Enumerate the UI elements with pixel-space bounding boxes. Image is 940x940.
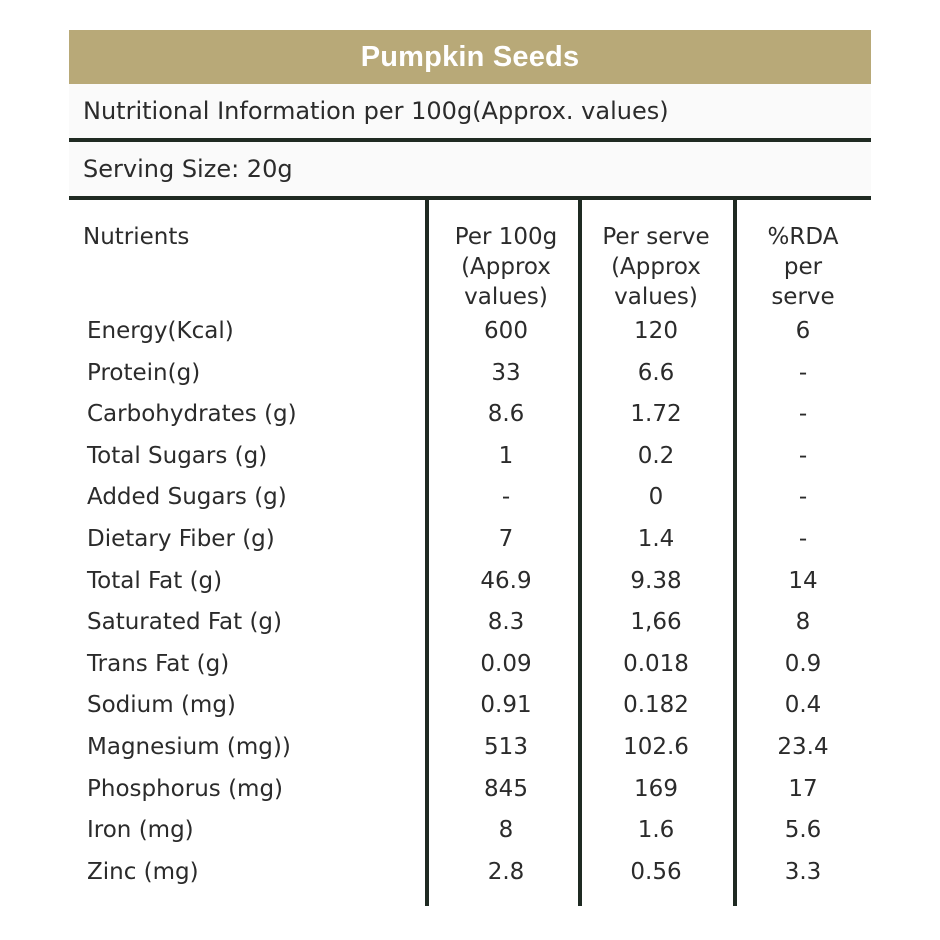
header-per-100g: [431, 222, 581, 312]
per-100g-value: 2.8: [487, 858, 525, 885]
nutrition-panel: [69, 30, 871, 906]
per-serve-value: 1.72: [630, 401, 682, 428]
product-title: Pumpkin Seeds: [360, 40, 580, 73]
per-serve-value: 0.2: [637, 442, 675, 469]
per-100g-value: 845: [484, 775, 528, 802]
table-row: [69, 726, 871, 768]
nutrient-name: Sodium (mg): [87, 692, 236, 719]
per-100g-value: 46.9: [480, 567, 532, 594]
header-per-serve: [581, 222, 731, 312]
table-row: [69, 393, 871, 435]
rda-value: 17: [788, 775, 818, 802]
nutrient-name: Iron (mg): [87, 817, 194, 844]
per-100g-value: 1: [498, 442, 514, 469]
header-line: (Approx: [461, 254, 551, 280]
table-row: [69, 809, 871, 851]
nutrition-info-line: Nutritional Information per 100g(Approx. values): [69, 84, 871, 138]
header-line: values): [464, 284, 548, 310]
rda-value: -: [798, 359, 808, 386]
rda-value: 23.4: [777, 734, 829, 760]
nutrient-name: Saturated Fat (g): [87, 609, 283, 636]
per-serve-value: 9.38: [630, 567, 682, 594]
per-100g-value: 8.3: [487, 609, 525, 636]
nutrient-name: Total Sugars (g): [87, 442, 268, 469]
nutrition-table: [69, 200, 871, 906]
per-serve-value: 120: [634, 318, 678, 344]
serving-size: Serving Size: 20g: [69, 142, 871, 196]
nutrient-name: Carbohydrates (g): [87, 401, 297, 428]
header-nutrients: Nutrients: [83, 224, 190, 250]
rda-value: 3.3: [784, 858, 822, 885]
rda-value: 6: [795, 318, 811, 344]
per-100g-value: 7: [498, 526, 514, 552]
per-serve-value: 6.6: [637, 359, 675, 386]
nutrient-name: Energy(Kcal): [87, 318, 234, 344]
per-serve-value: 1.6: [637, 817, 675, 844]
per-100g-value: 8.6: [487, 401, 525, 428]
table-row: [69, 352, 871, 394]
table-row: [69, 643, 871, 685]
nutrient-name: Total Fat (g): [87, 567, 223, 594]
table-row: [69, 684, 871, 726]
nutrient-name: Dietary Fiber (g): [87, 526, 275, 552]
nutrient-name: Protein(g): [87, 359, 201, 386]
nutrient-name: Zinc (mg): [87, 858, 199, 885]
header-line: %RDA: [767, 224, 839, 250]
per-serve-value: 0.018: [623, 650, 689, 677]
header-line: (Approx: [611, 254, 701, 280]
header-line: Per 100g: [454, 224, 558, 250]
table-row: [69, 518, 871, 560]
per-serve-value: 1.4: [637, 526, 675, 552]
rda-value: 0.4: [784, 692, 822, 719]
table-row: [69, 476, 871, 518]
per-serve-value: 0: [648, 484, 664, 511]
header-line: Per serve: [602, 224, 710, 250]
table-row: [69, 560, 871, 602]
per-100g-value: -: [501, 484, 511, 511]
per-serve-value: 0.182: [623, 692, 689, 719]
per-100g-value: 0.09: [480, 650, 532, 677]
per-serve-value: 1,66: [630, 609, 682, 636]
per-100g-value: 600: [484, 318, 528, 344]
per-serve-value: 0.56: [630, 858, 682, 885]
table-row: [69, 768, 871, 810]
nutrient-name: Phosphorus (mg): [87, 775, 284, 802]
rda-value: 8: [795, 609, 811, 636]
rda-value: -: [798, 401, 808, 428]
rda-value: -: [798, 442, 808, 469]
per-serve-value: 169: [634, 775, 678, 802]
nutrient-name: Trans Fat (g): [87, 650, 230, 677]
nutrient-name: Added Sugars (g): [87, 484, 287, 511]
header-rda: [735, 222, 871, 312]
nutrient-name: Magnesium (mg)): [87, 734, 291, 760]
rda-value: -: [798, 484, 808, 511]
header-line: values): [614, 284, 698, 310]
table-row: [69, 601, 871, 643]
table-row: [69, 435, 871, 477]
per-100g-value: 33: [491, 359, 521, 386]
per-100g-value: 513: [484, 734, 528, 760]
table-row: [69, 851, 871, 893]
header-line: serve: [771, 284, 835, 310]
per-100g-value: 0.91: [480, 692, 532, 719]
per-100g-value: 8: [498, 817, 514, 844]
header-line: per: [783, 254, 823, 280]
title-bar: [69, 30, 871, 84]
table-row: [69, 310, 871, 352]
rda-value: -: [798, 526, 808, 552]
per-serve-value: 102.6: [623, 734, 689, 760]
rda-value: 5.6: [784, 817, 822, 844]
rda-value: 0.9: [784, 650, 822, 677]
rda-value: 14: [788, 567, 818, 594]
